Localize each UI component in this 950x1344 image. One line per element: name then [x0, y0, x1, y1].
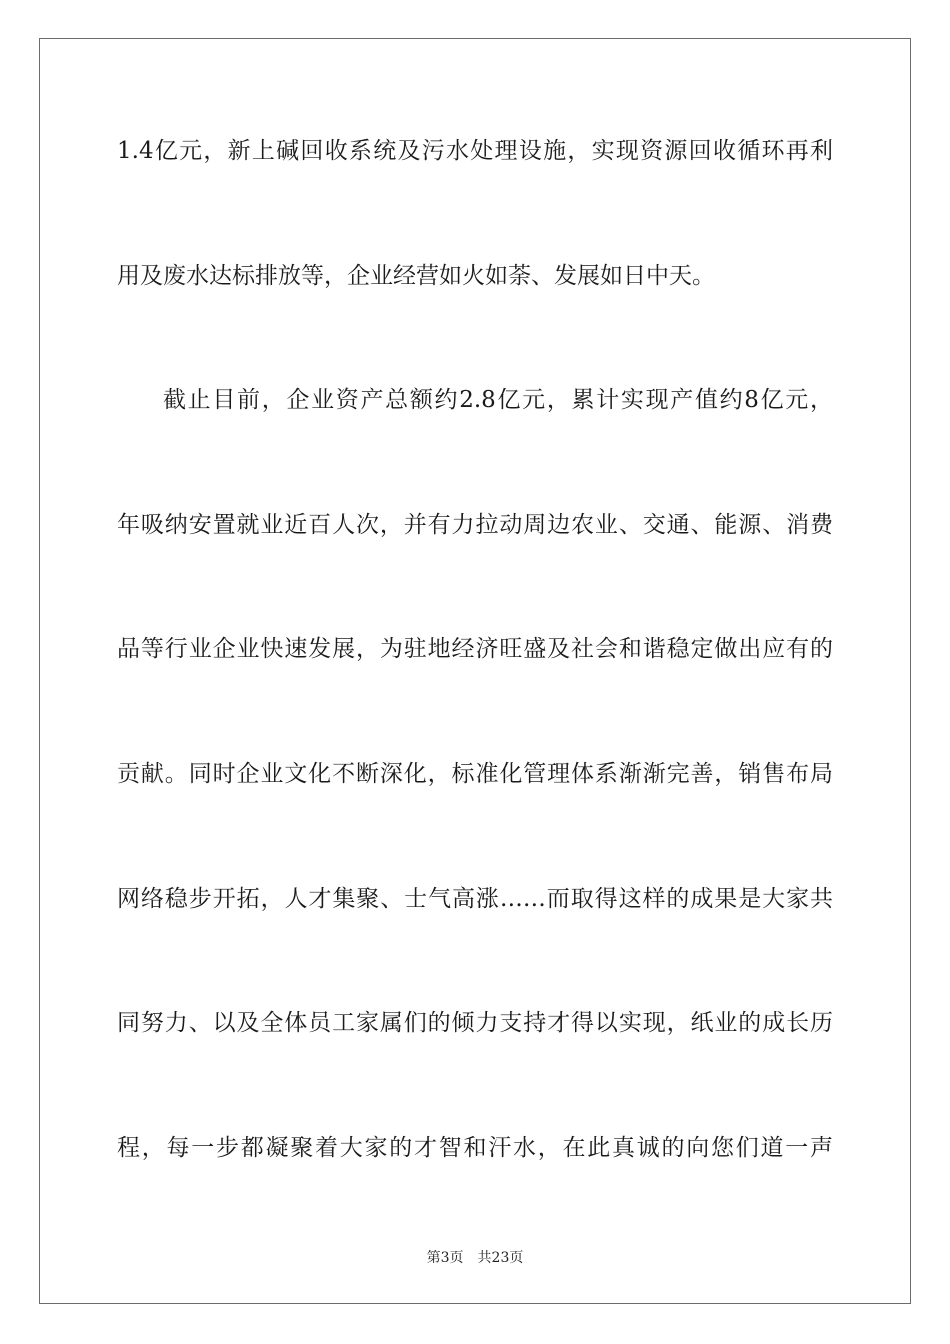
page-number: 第3页	[426, 1250, 464, 1266]
text-line-8: 同努力、以及全体员工家属们的倾力支持才得以实现，纸业的成长历	[117, 1010, 833, 1037]
text-line-6: 贡献。同时企业文化不断深化，标准化管理体系渐渐完善，销售布局	[117, 760, 833, 787]
page-footer	[0, 1247, 950, 1267]
text-line-5: 品等行业企业快速发展，为驻地经济旺盛及社会和谐稳定做出应有的	[117, 636, 833, 663]
text-line-9: 程，每一步都凝聚着大家的才智和汗水，在此真诚的向您们道一声	[117, 1134, 833, 1161]
text-line-1: 1.4亿元，新上碱回收系统及污水处理设施，实现资源回收循环再利	[117, 138, 833, 164]
text-line-3: 截止目前，企业资产总额约2.8亿元，累计实现产值约8亿元，	[163, 387, 833, 414]
page-total: 共23页	[477, 1250, 524, 1266]
document-body	[117, 124, 833, 1245]
text-line-7: 网络稳步开拓，人才集聚、士气高涨……而取得这样的成果是大家共	[117, 885, 833, 912]
text-line-4: 年吸纳安置就业近百人次，并有力拉动周边农业、交通、能源、消费	[117, 511, 833, 538]
text-line-2: 用及废水达标排放等，企业经营如火如荼、发展如日中天。	[117, 262, 715, 289]
